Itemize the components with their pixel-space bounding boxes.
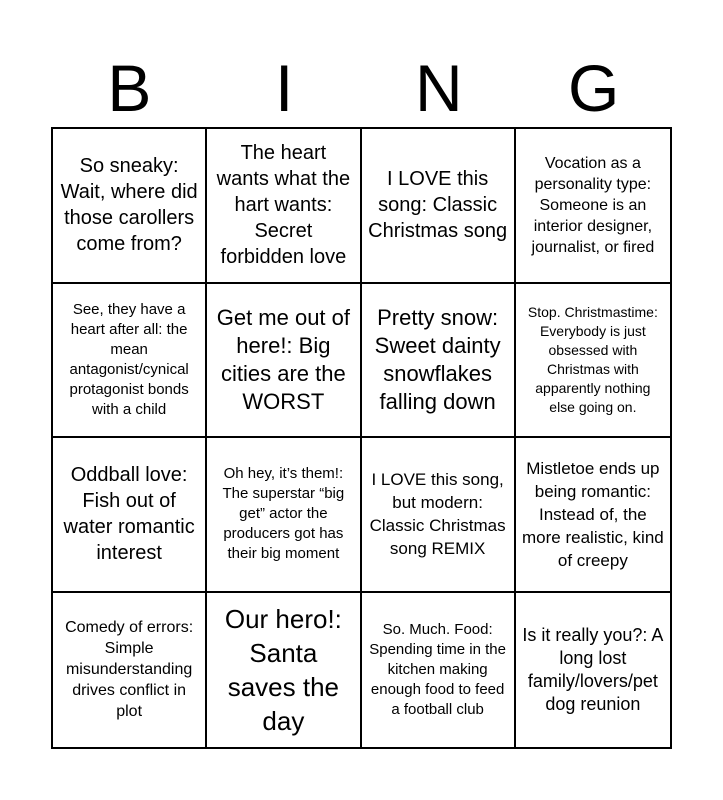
cell-text: I LOVE this song, but modern: Classic Christmas song REMIX [369, 470, 506, 559]
header-letter-b: B [107, 51, 152, 125]
bingo-cell-r1-c4[interactable] [516, 129, 670, 284]
cell-text: Oh hey, it’s them!: The superstar “big get” actor the producers got has their big moment [222, 465, 345, 563]
cell-text: Pretty snow: Sweet dainty snowflakes falling down [374, 304, 501, 414]
bingo-header [52, 48, 671, 128]
bingo-cell-r1-c2[interactable] [207, 129, 361, 284]
cell-text: Oddball love: Fish out of water romantic interest [63, 464, 195, 565]
bingo-cell-r3-c2[interactable] [207, 438, 361, 593]
header-letter-g: G [567, 51, 620, 125]
cell-text: I LOVE this song: Classic Christmas song [368, 168, 508, 243]
bingo-cell-r3-c4[interactable] [516, 438, 670, 593]
cell-text: Vocation as a personality type: Someone is an interior designer, journalist, or fired [531, 154, 655, 256]
cell-text: Mistletoe ends up being romantic: Instead of, the more realistic, kind of creepy [522, 458, 664, 570]
cell-text: Our hero!: Santa saves the day [224, 603, 342, 736]
cell-text: The heart wants what the hart wants: Secret forbidden love [216, 142, 351, 269]
bingo-cell-r3-c1[interactable] [53, 438, 207, 593]
cell-text: See, they have a heart after all: the mean antagonist/cynical protagonist bonds with a child [69, 300, 189, 418]
cell-text: Stop. Christmastime: Everybody is just obsessed with Christmas with apparently nothing else going on. [527, 303, 658, 415]
header-letter-i: I [274, 51, 294, 125]
bingo-cell-r1-c3[interactable] [362, 129, 516, 284]
cell-text: Get me out of here!: Big cities are the WORST [216, 304, 351, 414]
bingo-cell-r2-c3[interactable] [362, 284, 516, 439]
bingo-cell-r4-c2[interactable] [207, 593, 361, 748]
bingo-cell-r4-c3[interactable] [362, 593, 516, 748]
cell-text: So. Much. Food: Spending time in the kitchen making enough food to feed a football club [369, 620, 506, 718]
cell-text: Is it really you?: A long lost family/lovers/pet dog reunion [522, 624, 664, 714]
header-letter-n: N [415, 51, 463, 125]
cell-text: So sneaky: Wait, where did those carollers come from? [60, 155, 198, 256]
bingo-cell-r2-c4[interactable] [516, 284, 670, 439]
bingo-cell-r2-c2[interactable] [207, 284, 361, 439]
bingo-board [51, 127, 672, 749]
bingo-cell-r3-c3[interactable] [362, 438, 516, 593]
bingo-cell-r4-c1[interactable] [53, 593, 207, 748]
bingo-cell-r2-c1[interactable] [53, 284, 207, 439]
cell-text: Comedy of errors: Simple misunderstanding drives conflict in plot [65, 619, 194, 721]
bingo-cell-r1-c1[interactable] [53, 129, 207, 284]
bingo-cell-r4-c4[interactable] [516, 593, 670, 748]
